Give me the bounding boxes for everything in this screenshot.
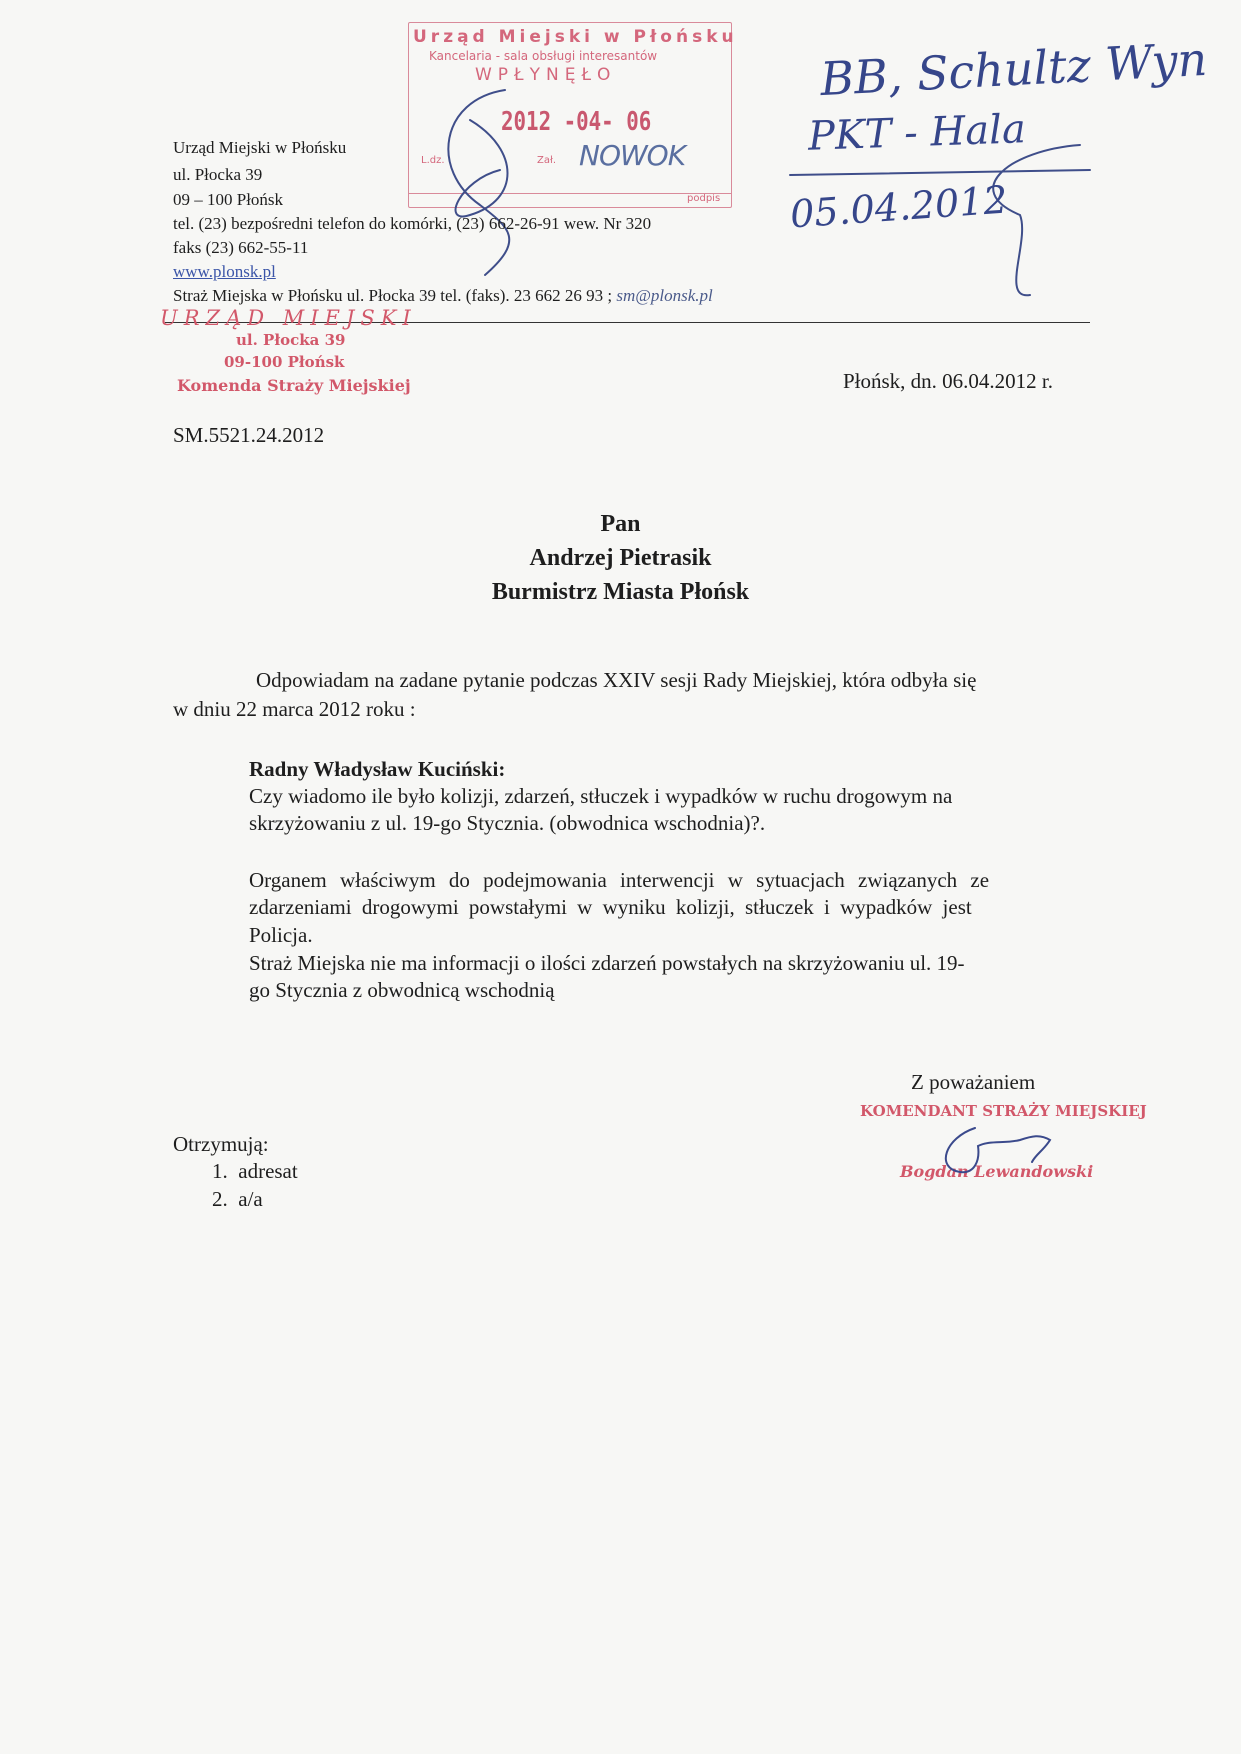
- question-line-2: skrzyżowaniu z ul. 19-go Stycznia. (obwodnica wschodnia)?.: [249, 811, 766, 835]
- inbox-stamp-date: 2012 -04- 06: [501, 107, 652, 137]
- letterhead-office: Urząd Miejski w Płońsku: [173, 138, 347, 157]
- inbox-stamp-ldz-label: L.dz.: [421, 155, 445, 166]
- handwritten-underline: [790, 170, 1090, 175]
- reference-number: SM.5521.24.2012: [173, 423, 325, 447]
- office-stamp-street: ul. Płocka 39: [236, 331, 346, 349]
- addressee-title: Burmistrz Miasta Płońsk: [491, 579, 750, 605]
- place-date: Płońsk, dn. 06.04.2012 r.: [843, 369, 1054, 393]
- handwritten-note-line2: PKT - Hala: [807, 106, 1027, 160]
- signature-loop-2: [456, 120, 508, 216]
- recipient-item: 2. a/a: [212, 1187, 263, 1211]
- answer-line-3: Policja.: [249, 923, 313, 947]
- recipient-item: 1. adresat: [212, 1159, 298, 1183]
- answer-line-2: zdarzeniami drogowymi powstałymi w wyniku kolizji, stłuczek i wypadków jest: [249, 895, 972, 919]
- letterhead-street: ul. Płocka 39: [173, 165, 263, 184]
- signature-drawing: [920, 1110, 1080, 1180]
- signature-loop-1: [448, 90, 509, 275]
- inbox-stamp-office: Urząd Miejski w Płońsku: [413, 27, 738, 47]
- councillor-name: Radny Władysław Kuciński:: [249, 757, 506, 781]
- addressee-salutation: Pan: [600, 511, 641, 537]
- letterhead-city-guard-text: Straż Miejska w Płońsku ul. Płocka 39 tel. (faks). 23 662 26 93 ;: [173, 286, 613, 305]
- inbox-stamp-received: WPŁYNĘŁO: [475, 65, 617, 85]
- handwritten-note-line1: BB, Schultz Wyn: [818, 31, 1209, 107]
- inbox-stamp-podpis-label: podpis: [687, 193, 721, 204]
- letterhead-postcode: 09 – 100 Płońsk: [173, 190, 284, 209]
- question-line-1: Czy wiadomo ile było kolizji, zdarzeń, stłuczek i wypadków w ruchu drogowym na: [249, 784, 953, 808]
- intro-line-2: w dniu 22 marca 2012 roku :: [173, 697, 416, 721]
- office-stamp-postcode: 09-100 Płońsk: [224, 353, 345, 371]
- answer-line-4: Straż Miejska nie ma informacji o ilości zdarzeń powstałych na skrzyżowaniu ul. 19-: [249, 951, 965, 975]
- intro-line-1: Odpowiadam na zadane pytanie podczas XXIV sesji Rady Miejskiej, która odbyła się: [256, 668, 977, 692]
- closing-stamp-name: Bogdan Lewandowski: [900, 1162, 1094, 1181]
- closing-stamp-title: KOMENDANT STRAŻY MIEJSKIEJ: [860, 1102, 1147, 1120]
- addressee-name: Andrzej Pietrasik: [529, 545, 712, 571]
- inbox-stamp-desk: Kancelaria - sala obsługi interesantów: [429, 49, 658, 63]
- handwritten-date: 05.04.2012: [788, 177, 1009, 237]
- letterhead-city-guard: [173, 284, 713, 308]
- answer-line-5: go Stycznia z obwodnicą wschodnią: [249, 978, 555, 1002]
- office-stamp-unit: Komenda Straży Miejskiej: [177, 376, 411, 395]
- recipients-heading: Otrzymują:: [173, 1132, 269, 1156]
- letterhead-phone: tel. (23) bezpośredni telefon do komórki, (23) 662-26-91 wew. Nr 320: [173, 214, 652, 233]
- office-stamp-title: URZĄD MIEJSKI: [160, 306, 417, 330]
- inbox-stamp-handwritten-note: NOWOK: [579, 139, 686, 172]
- answer-line-1: Organem właściwym do podejmowania interwencji w sytuacjach związanych ze: [249, 868, 990, 892]
- letterhead-email-link[interactable]: sm@plonsk.pl: [616, 286, 713, 305]
- closing-regards: Z poważaniem: [911, 1070, 1036, 1094]
- letterhead-website-link[interactable]: www.plonsk.pl: [173, 262, 276, 281]
- letterhead-fax: faks (23) 662-55-11: [173, 238, 309, 257]
- inbox-stamp-zal-label: Zał.: [537, 155, 556, 166]
